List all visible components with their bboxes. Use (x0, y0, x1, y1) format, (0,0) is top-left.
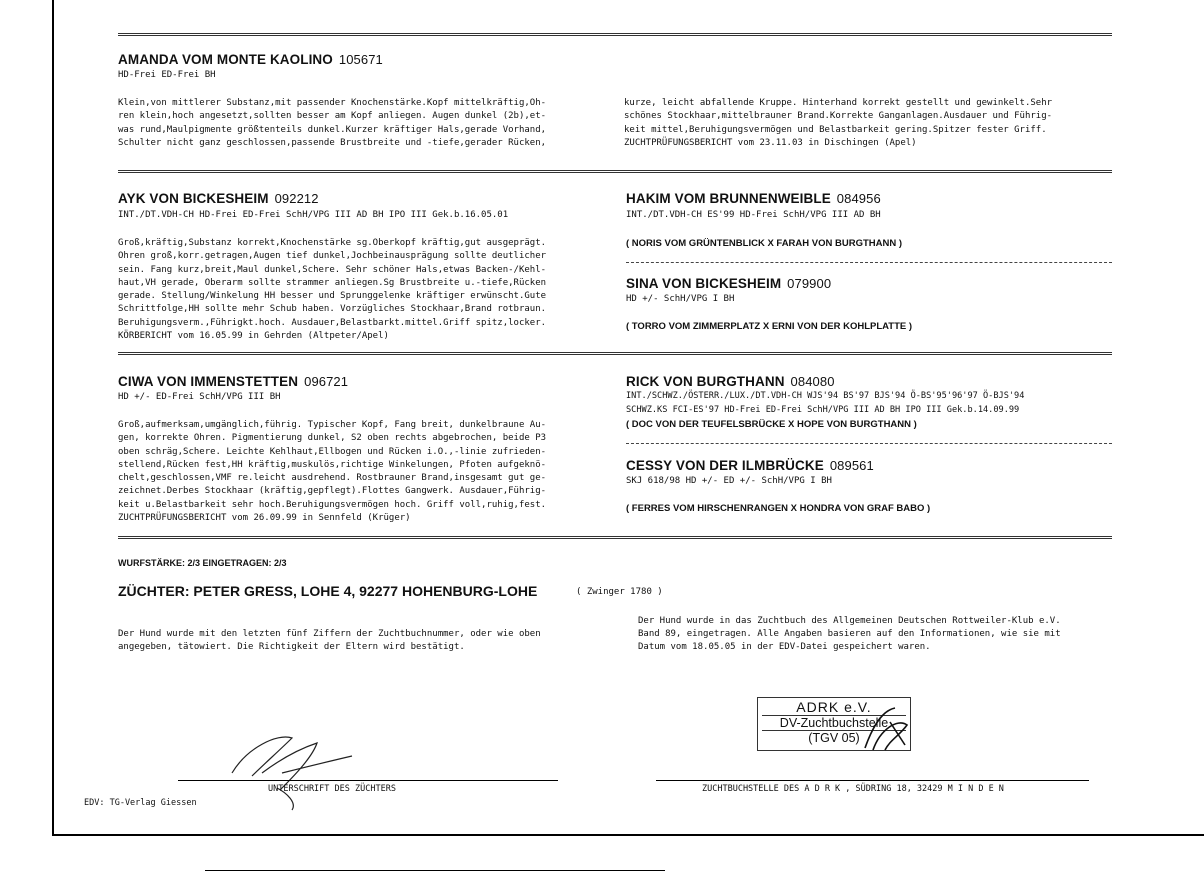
dam-dam-name: CESSY VON DER ILMBRÜCKE (626, 458, 824, 473)
sire-name: AYK VON BICKESHEIM (118, 191, 269, 206)
sire-dam-name-line (626, 276, 831, 291)
dam-sire-results-line2: SCHWZ.KS FCI-ES'97 HD-Frei ED-Frei SchH/VPG III AD BH IPO III Gek.b.14.09.99 (626, 405, 1020, 415)
dam-results: HD +/- ED-Frei SchH/VPG III BH (118, 392, 281, 402)
dog-results: HD-Frei ED-Frei BH (118, 70, 216, 80)
divider (626, 262, 1112, 263)
registry-line (656, 780, 1089, 781)
dam-name: CIWA VON IMMENSTETTEN (118, 374, 299, 389)
registry-note: Der Hund wurde in das Zuchtbuch des Allgemeinen Deutschen Rottweiler-Klub e.V. Band 89, eingetragen. Alle Angaben basieren auf den Informationen, wie sie mit Datum vom 18.05.05 in der EDV-Datei gespeichert waren. (638, 616, 1061, 652)
dam-dam-parents: ( FERRES VOM HIRSCHENRANGEN X HONDRA VON GRAF BABO ) (626, 503, 931, 514)
dam-name-line (118, 374, 348, 389)
sire-name-line (118, 191, 319, 206)
sire-dam-name: SINA VON BICKESHEIM (626, 276, 782, 291)
dam-number: 096721 (304, 374, 349, 389)
stamp-signature-scribble (845, 700, 915, 755)
sire-sire-number: 084956 (836, 191, 881, 206)
sire-results: INT./DT.VDH-CH HD-Frei ED-Frei SchH/VPG III AD BH IPO III Gek.b.16.05.01 (118, 210, 509, 220)
dam-dam-name-line (626, 458, 874, 473)
divider (626, 443, 1112, 444)
page-bottom-line (205, 870, 665, 871)
breeder-label: ZÜCHTER: PETER GRESS, LOHE 4, 92277 HOHENBURG-LOHE (118, 583, 538, 599)
dog-name-line (118, 52, 383, 67)
breeder-signature-label: UNTERSCHRIFT DES ZÜCHTERS (268, 784, 396, 794)
sire-dam-results: HD +/- SchH/VPG I BH (626, 294, 735, 304)
section-rule (118, 536, 1112, 539)
edv-note: EDV: TG-Verlag Giessen (84, 798, 197, 808)
litter-info: WURFSTÄRKE: 2/3 EINGETRAGEN: 2/3 (118, 558, 287, 568)
dog-number: 105671 (338, 52, 383, 67)
breeder-signature (222, 718, 362, 813)
sire-report: Groß,kräftig,Substanz korrekt,Knochenstärke sg.Oberkopf kräftig,gut ausgeprägt. Ohren groß,korr.getragen,Augen tief dunkel,Jochbeinausprägung sollte deutlicher sein. Fang kurz,breit,Maul dunkel,Schere. Sehr schöner Hals,etwas Backen-/Kehl- haut,VH gerade, Oberarm sollte strammer anliegen.Sg Brustbreite u.-tiefe,Rücken gerade. Stellung/Winkelung HH besser und Sprunggelenke kräftiger erwünscht.Gute Schrittfolge,HH sollte mehr Schub haben. Vorzügliches Stockhaar,Brand rotbraun. Beruhigungsverm.,Führigkt.hoch. Ausdauer,Belastbarkt.mittel.Griff spitz,locker. KÖRBERICHT vom 16.05.99 in Gehrden (Altpeter/Apel) (118, 238, 547, 342)
dog-report-right: kurze, leicht abfallende Kruppe. Hinterhand korrekt gestellt und gewinkelt.Sehr schönes Stockhaar,mittelbrauner Brand.Korrekte Ganganlagen.Ausdauer und Führig- keit mittel,Beruhigungsvermögen und Belastbarkeit gering.Spitzer fester Griff. ZUCHTPRÜFUNGSBERICHT vom 23.11.03 in Dischingen (Apel) (624, 98, 1053, 148)
sire-sire-parents: ( NORIS VOM GRÜNTENBLICK X FARAH VON BURGTHANN ) (626, 238, 903, 249)
dam-sire-name: RICK VON BURGTHANN (626, 374, 785, 389)
dam-sire-parents: ( DOC VON DER TEUFELSBRÜCKE X HOPE VON BURGTHANN ) (626, 419, 917, 430)
dam-dam-number: 089561 (829, 458, 874, 473)
tattoo-note: Der Hund wurde mit den letzten fünf Ziffern der Zuchtbuchnummer, oder wie oben angegeben, tätowiert. Die Richtigkeit der Eltern wird bestätigt. (118, 629, 541, 652)
kennel-number: ( Zwinger 1780 ) (576, 587, 663, 597)
section-rule (118, 33, 1112, 36)
sire-number: 092212 (274, 191, 319, 206)
dam-dam-results: SKJ 618/98 HD +/- ED +/- SchH/VPG I BH (626, 476, 832, 486)
dam-report: Groß,aufmerksam,umgänglich,führig. Typischer Kopf, Fang breit, dunkelbraune Au- gen, korrekte Ohren. Pigmentierung dunkel, S2 oben rechts abgebrochen, beide P3 oben schräg,Schere. Leichte Kehlhaut,Ellbogen und Rücken i.O.,-linie zufrieden- stellend,Rücken fest,HH kräftig,muskulös,richtige Winkelungen, Pfoten aufgeknö- chelt,geschlossen,VMF re.leicht ausdrehend. Rostbrauner Brand,insgesamt gut ge- zeichnet.Derbes Stockhaar (kräftig,gepflegt).Flottes Gangwerk. Ausdauer,Führig- keit u.Belastbarkeit sehr hoch.Beruhigungsvermögen hoch. Griff voll,ruhig,fest. ZUCHTPRÜFUNGSBERICHT vom 26.09.99 in Sennfeld (Krüger) (118, 420, 547, 524)
dam-sire-results-line1: INT./SCHWZ./ÖSTERR./LUX./DT.VDH-CH WJS'94 BS'97 BJS'94 Ö-BS'95'96'97 Ö-BJS'94 (626, 391, 1025, 401)
sire-sire-results: INT./DT.VDH-CH ES'99 HD-Frei SchH/VPG III AD BH (626, 210, 881, 220)
section-rule (118, 352, 1112, 355)
sire-sire-name: HAKIM VOM BRUNNENWEIBLE (626, 191, 831, 206)
dog-name: AMANDA VOM MONTE KAOLINO (118, 52, 333, 67)
signature-line (178, 780, 558, 781)
dog-report-left: Klein,von mittlerer Substanz,mit passender Knochenstärke.Kopf mittelkräftig,Oh- ren klein,hoch angesetzt,sollten besser am Kopf anliegen. Augen dunkel (2b),et- was rund,Maulpigmente größtenteils dunkel.Kurzer kräftiger Hals,gerade Vorhand, Schulter nicht ganz geschlossen,passende Brustbreite und -tiefe,gerader Rücken, (118, 98, 547, 148)
dam-sire-name-line (626, 374, 835, 389)
dam-sire-number: 084080 (790, 374, 835, 389)
registry-address: ZUCHTBUCHSTELLE DES A D R K , SÜDRING 18, 32429 M I N D E N (702, 784, 1004, 794)
sire-sire-name-line (626, 191, 881, 206)
section-rule (118, 170, 1112, 173)
sire-dam-number: 079900 (787, 276, 832, 291)
sire-dam-parents: ( TORRO VOM ZIMMERPLATZ X ERNI VON DER KOHLPLATTE ) (626, 321, 913, 332)
adrk-stamp: ADRK e.V. DV-Zuchtbuchstelle (TGV 05) (757, 697, 911, 751)
